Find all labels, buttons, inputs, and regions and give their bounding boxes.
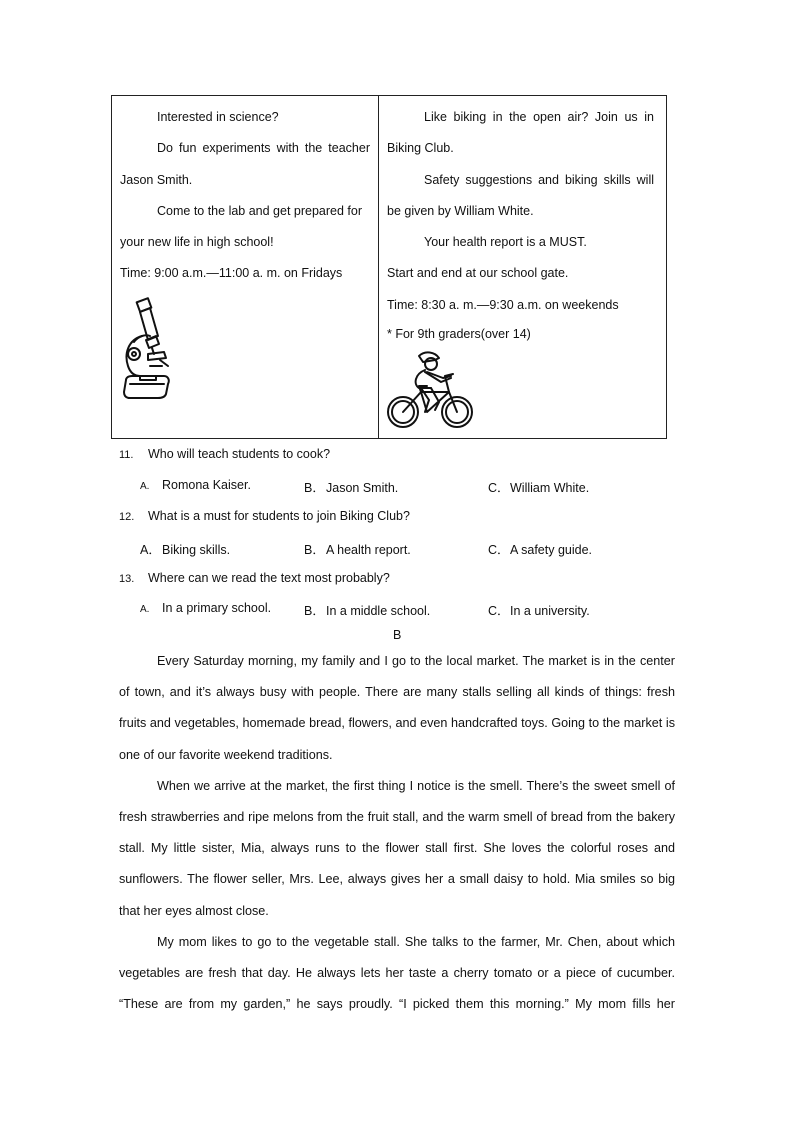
- q13-option-c: [488, 601, 590, 619]
- reading-passage: [119, 646, 675, 1020]
- q11-option-a: [140, 478, 251, 492]
- option-text: A safety guide.: [510, 543, 593, 557]
- passage-paragraph-3: My mom likes to go to the vegetable stall. She talks to the farmer, Mr. Chen, about which vegetables are fresh that day. He always lets her taste a cherry tomato or a piece of cucumber. “These are from my garden,” he says proudly. “I picked them this morning.” My mom fills her: [119, 934, 675, 1012]
- section-heading: B: [393, 628, 402, 642]
- option-text: Biking skills.: [162, 543, 231, 557]
- biking-ad-time: Time: 8:30 a. m.—9:30 a.m. on weekends: [387, 297, 619, 312]
- option-label: C．: [488, 543, 510, 557]
- biking-ad-line4: Start and end at our school gate.: [387, 266, 569, 281]
- option-text: William White.: [510, 481, 590, 495]
- q12-option-a: [140, 540, 230, 558]
- question-13: [119, 571, 390, 585]
- option-text: A health report.: [326, 543, 411, 557]
- q12-option-b: [304, 540, 411, 558]
- microscope-icon: [120, 296, 172, 416]
- option-label: A.: [140, 481, 150, 492]
- biking-ad-line2: Safety suggestions and biking skills will be given by William White.: [387, 172, 654, 218]
- q13-option-b: [304, 601, 430, 619]
- science-ad: [112, 96, 379, 438]
- club-ads-table: [111, 95, 667, 439]
- science-ad-line1: Interested in science?: [157, 110, 279, 124]
- q11-option-b: [304, 478, 398, 496]
- cyclist-icon: [385, 350, 475, 444]
- q12-option-c: [488, 540, 592, 558]
- science-ad-line2: Do fun experiments with the teacher Jason Smith.: [120, 141, 370, 187]
- option-label: A.: [140, 604, 150, 615]
- question-12: [119, 509, 410, 523]
- question-text: What is a must for students to join Biking Club?: [148, 509, 410, 523]
- passage-paragraph-1: Every Saturday morning, my family and I go to the local market. The market is in the center of town, and it’s always busy with people. There are many stalls selling all kinds of things: fresh fruits and vegetables, homemade bread, flowers, and even handcrafted toys. Going to the market is one of our favorite weekend traditions.: [119, 654, 675, 762]
- option-text: In a primary school.: [162, 601, 272, 615]
- option-label: C．: [488, 481, 510, 495]
- option-text: Romona Kaiser.: [162, 478, 251, 492]
- question-number: 11.: [119, 449, 134, 461]
- biking-ad: [379, 96, 666, 438]
- science-ad-line3: Come to the lab and get prepared for your new life in high school!: [120, 203, 362, 250]
- biking-ad-note: * For 9th graders(over 14): [387, 327, 531, 342]
- question-text: Who will teach students to cook?: [148, 447, 331, 461]
- q13-option-a: [140, 601, 271, 615]
- option-label: B．: [304, 604, 325, 618]
- passage-paragraph-2: When we arrive at the market, the first thing I notice is the smell. There’s the sweet smell of fresh strawberries and ripe melons from the fruit stall, and the warm smell of bread from the bakery stall. My little sister, Mia, always runs to the flower stall first. She loves the colorful roses and sunflowers. The flower seller, Mrs. Lee, always gives her a small daisy to hold. Mia smiles so big that her eyes almost close.: [119, 778, 675, 918]
- question-number: 13.: [119, 573, 135, 585]
- q11-option-c: [488, 478, 589, 496]
- option-label: B．: [304, 481, 325, 495]
- question-11: [119, 447, 330, 461]
- science-ad-time: Time: 9:00 a.m.—11:00 a. m. on Fridays: [120, 266, 343, 281]
- question-text: Where can we read the text most probably?: [148, 571, 390, 585]
- option-label: A．: [140, 543, 161, 557]
- option-text: In a university.: [510, 604, 590, 618]
- biking-ad-line3: Your health report is a MUST.: [424, 235, 587, 250]
- option-label: C．: [488, 604, 510, 618]
- option-text: In a middle school.: [326, 604, 431, 618]
- option-text: Jason Smith.: [326, 481, 399, 495]
- biking-ad-line1: Like biking in the open air? Join us in Biking Club.: [387, 110, 654, 156]
- question-number: 12.: [119, 511, 135, 523]
- option-label: B．: [304, 543, 325, 557]
